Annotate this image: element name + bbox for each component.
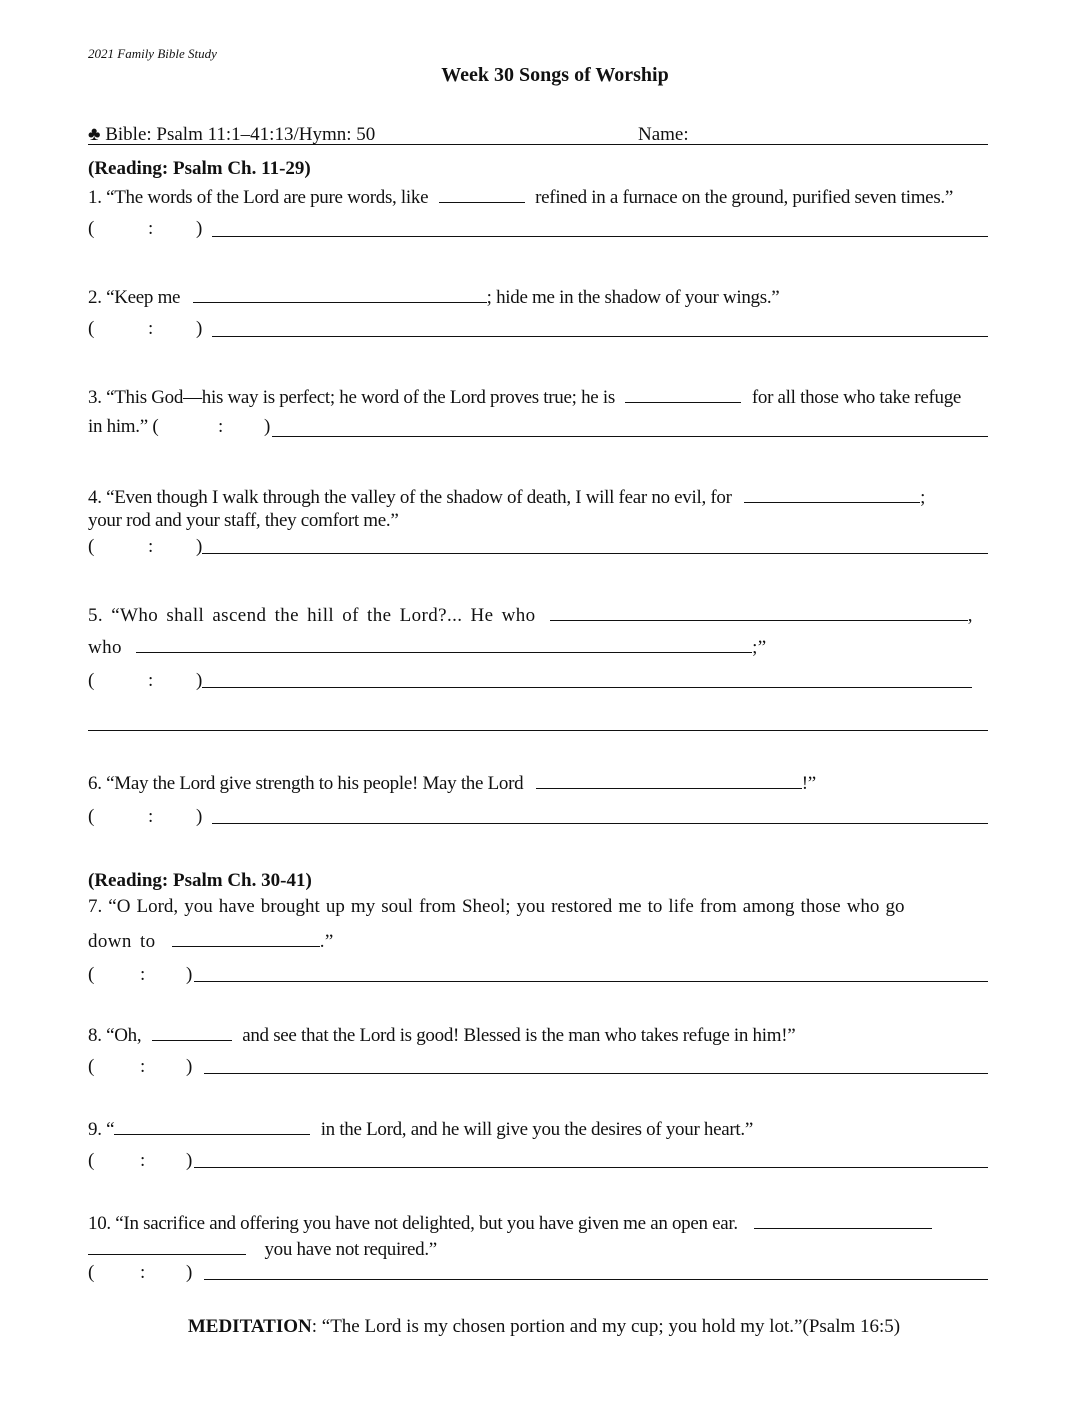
bible-reference: Bible: Psalm 11:1–41:13/Hymn: 50 [105,124,376,145]
question-7-continued: down to .” [88,928,334,953]
question-3: 3. “This God—his way is perfect; he word of the Lord proves true; he is for all those who take refuge [88,384,961,409]
blank-q3[interactable] [625,384,741,403]
answer-line-q6[interactable] [212,823,988,824]
meditation-label: MEDITATION [187,1316,312,1337]
blank-q5-b[interactable] [136,634,752,653]
answer-line-q4[interactable] [202,553,988,554]
blank-q5-a[interactable] [550,602,968,621]
question-5-continued: who ;” [88,634,767,659]
blank-q10-b[interactable] [88,1236,246,1255]
question-2: 2. “Keep me ; hide me in the shadow of your wings.” [88,284,779,309]
meditation-text: : “The Lord is my chosen portion and my cup; you hold my lot.”(Psalm 16:5) [311,1316,901,1337]
name-label: Name: [638,124,689,145]
club-icon: ♣ [88,124,101,145]
blank-q4[interactable] [744,484,920,503]
answer-line-q5[interactable] [202,687,972,688]
blank-q7[interactable] [172,928,320,947]
study-title: 2021 Family Bible Study [88,46,217,61]
answer-line-q1[interactable] [212,236,988,237]
info-underline [88,144,988,145]
section-heading-reading-2: (Reading: Psalm Ch. 30-41) [88,870,312,891]
answer-line-q3[interactable] [272,436,988,437]
question-4-continued: your rod and your staff, they comfort me.” [88,510,399,531]
answer-line-q7[interactable] [194,981,988,982]
blank-q9[interactable] [114,1116,310,1135]
blank-q6[interactable] [536,770,802,789]
blank-q8[interactable] [152,1022,232,1041]
question-4: 4. “Even though I walk through the valley of the shadow of death, I will fear no evil, for ; [88,484,925,509]
question-5: 5. “Who shall ascend the hill of the Lord?... He who , [88,602,973,627]
answer-line-q10[interactable] [204,1279,988,1280]
meditation [0,1316,1088,1338]
page-title: Week 30 Songs of Worship [441,64,669,86]
answer-line-q5-extra[interactable] [88,730,988,731]
question-9: 9. “ in the Lord, and he will give you the desires of your heart.” [88,1116,753,1141]
blank-q1[interactable] [439,184,525,203]
blank-q2[interactable] [193,284,487,303]
blank-q10-a[interactable] [754,1210,932,1229]
bible-info [88,124,375,146]
question-8: 8. “Oh, and see that the Lord is good! Blessed is the man who takes refuge in him!” [88,1022,795,1047]
answer-line-q9[interactable] [194,1167,988,1168]
question-6: 6. “May the Lord give strength to his people! May the Lord !” [88,770,816,795]
question-10: 10. “In sacrifice and offering you have not delighted, but you have given me an open ear. [88,1210,932,1235]
question-10-continued: you have not required.” [88,1236,437,1261]
question-7: 7. “O Lord, you have brought up my soul from Sheol; you restored me to life from among those who go [88,896,905,917]
section-heading-reading-1: (Reading: Psalm Ch. 11-29) [88,158,311,179]
question-1: 1. “The words of the Lord are pure words, like refined in a furnace on the ground, purified seven times.” [88,184,953,209]
question-3-continued: in him.” ( [88,416,159,437]
answer-line-q8[interactable] [204,1073,988,1074]
answer-line-q2[interactable] [212,336,988,337]
